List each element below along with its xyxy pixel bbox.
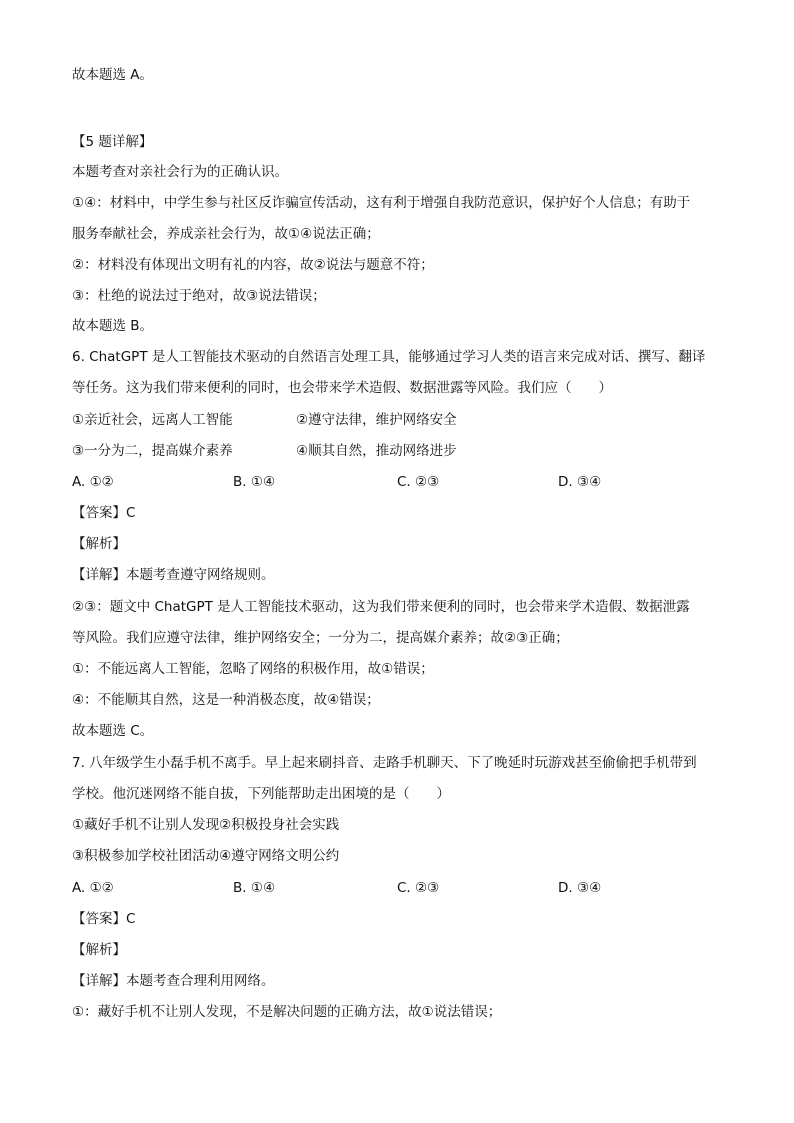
q5-explain-2: 服务奉献社会，养成亲社会行为，故①④说法正确； — [72, 226, 380, 242]
q6-option-b: B. ①④ — [233, 474, 276, 490]
q6-answer: 【答案】C — [72, 505, 136, 521]
q6-statement-2: ②遵守法律，维护网络安全 — [296, 412, 457, 428]
q5-conclusion: 故本题选 B。 — [72, 318, 154, 334]
q6-option-c: C. ②③ — [397, 474, 440, 490]
q5-explain-3: ②：材料没有体现出文明有礼的内容，故②说法与题意不符； — [72, 257, 434, 273]
q6-conclusion: 故本题选 C。 — [72, 723, 154, 739]
q6-explain-2: 等风险。我们应遵守法律，维护网络安全；一分为二，提高媒介素养；故②③正确； — [72, 630, 569, 646]
q6-explain-4: ④：不能顺其自然，这是一种消极态度，故④错误； — [72, 692, 380, 708]
q7-detail-header: 【详解】本题考查合理利用网络。 — [72, 973, 275, 989]
q6-options — [72, 473, 732, 491]
q5-detail-header: 【5 题详解】 — [72, 134, 153, 150]
q5-explain-1: ①④：材料中，中学生参与社区反诈骗宣传活动，这有利于增强自我防范意识，保护好个人信息；有助于 — [72, 195, 691, 211]
q7-statements-2: ③积极参加学校社团活动④遵守网络文明公约 — [72, 848, 340, 864]
q6-option-a: A. ①② — [72, 474, 114, 490]
q7-option-c: C. ②③ — [397, 880, 440, 896]
q5-intro: 本题考查对亲社会行为的正确认识。 — [72, 164, 288, 180]
q6-option-d: D. ③④ — [558, 474, 602, 490]
q6-stem-2: 等任务。这为我们带来便利的同时，也会带来学术造假、数据泄露等风险。我们应（ ） — [72, 380, 612, 396]
q7-option-b: B. ①④ — [233, 880, 276, 896]
q7-stem-2: 学校。他沉迷网络不能自拔，下列能帮助走出困境的是（ ） — [72, 786, 450, 802]
q6-explain-3: ①：不能远离人工智能，忽略了网络的积极作用，故①错误； — [72, 661, 434, 677]
q6-statements-row-1 — [72, 411, 732, 429]
q6-statements-row-2 — [72, 442, 732, 460]
q6-stem-1: 6. ChatGPT 是人工智能技术驱动的自然语言处理工具，能够通过学习人类的语言来完成对话、撰写、翻译 — [72, 349, 706, 365]
q7-option-d: D. ③④ — [558, 880, 602, 896]
q6-explain-1: ②③：题文中 ChatGPT 是人工智能技术驱动，这为我们带来便利的同时，也会带来学术造假、数据泄露 — [72, 599, 690, 615]
q7-explain-1: ①：藏好手机不让别人发现，不是解决问题的正确方法，故①说法错误； — [72, 1004, 502, 1020]
q5-explain-4: ③：杜绝的说法过于绝对，故③说法错误； — [72, 288, 326, 304]
q6-statement-1: ①亲近社会，远离人工智能 — [72, 412, 233, 428]
q6-statement-3: ③一分为二，提高媒介素养 — [72, 443, 233, 459]
q6-analysis-header: 【解析】 — [72, 536, 126, 552]
q7-option-a: A. ①② — [72, 880, 114, 896]
answer-conclusion: 故本题选 A。 — [72, 67, 154, 83]
q6-statement-4: ④顺其自然，推动网络进步 — [296, 443, 457, 459]
q7-stem-1: 7. 八年级学生小磊手机不离手。早上起来刷抖音、走路手机聊天、下了晚延时玩游戏甚至偷偷把手机带到 — [72, 755, 697, 771]
q7-analysis-header: 【解析】 — [72, 942, 126, 958]
q7-options — [72, 879, 732, 897]
q6-detail-header: 【详解】本题考查遵守网络规则。 — [72, 567, 275, 583]
q7-answer: 【答案】C — [72, 911, 136, 927]
q7-statements-1: ①藏好手机不让别人发现②积极投身社会实践 — [72, 817, 340, 833]
